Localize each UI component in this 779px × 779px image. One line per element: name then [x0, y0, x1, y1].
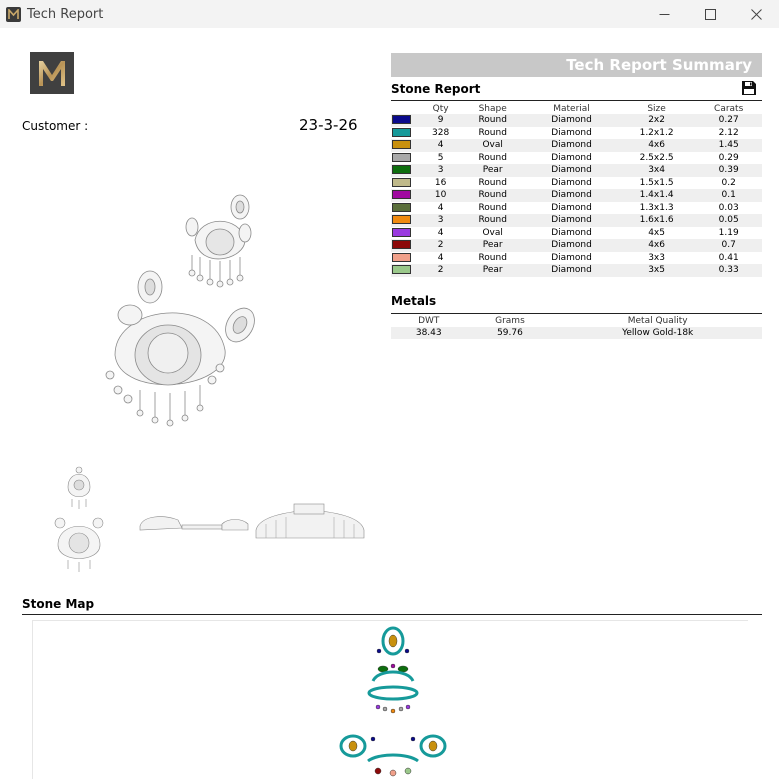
stone-shape: Round — [460, 214, 525, 227]
stone-table-header — [391, 103, 762, 114]
side-view-thumbnail[interactable] — [138, 508, 250, 532]
stone-color-swatch — [392, 128, 411, 137]
stone-color-cell — [391, 214, 421, 227]
stone-size: 4x6 — [618, 239, 695, 252]
stone-color-cell — [391, 127, 421, 140]
table-row — [391, 227, 762, 240]
stone-color-cell — [391, 177, 421, 190]
stone-material: Diamond — [525, 189, 618, 202]
stone-material: Diamond — [551, 177, 592, 188]
column-header: Qty — [432, 103, 449, 114]
stone-qty: 10 — [421, 189, 460, 202]
stone-carats: 0.1 — [695, 189, 762, 202]
stone-report-title: Stone Report — [391, 82, 481, 96]
stone-color-swatch — [392, 178, 411, 187]
window-title: Tech Report — [27, 6, 104, 22]
stone-qty: 3 — [421, 164, 460, 177]
stone-material: Diamond — [525, 264, 618, 277]
stone-color-swatch — [392, 265, 411, 274]
stone-map-view[interactable] — [32, 620, 748, 779]
stone-size: 4x6 — [618, 139, 695, 152]
stone-carats: 0.03 — [718, 202, 739, 213]
stone-color-cell — [391, 189, 421, 202]
stone-color-cell — [391, 227, 421, 240]
column-header: Size — [647, 103, 666, 114]
stone-size: 1.6x1.6 — [618, 214, 695, 227]
color-column-header — [391, 103, 421, 114]
stone-color-swatch — [392, 165, 411, 174]
stone-carats: 0.7 — [695, 239, 762, 252]
jewelry-render — [100, 185, 265, 430]
stone-carats: 0.27 — [695, 114, 762, 127]
stone-map-divider — [22, 614, 762, 615]
stone-size: 1.3x1.3 — [639, 202, 674, 213]
stone-qty: 4 — [437, 227, 444, 238]
stone-size: 1.2x1.2 — [639, 127, 674, 138]
front-view-thumbnail[interactable] — [50, 465, 106, 575]
table-row — [391, 177, 762, 190]
column-header: Grams — [495, 316, 525, 326]
stone-qty: 9 — [421, 114, 460, 127]
stone-shape: Round — [478, 152, 507, 163]
stone-qty: 5 — [437, 152, 444, 163]
table-row — [391, 327, 762, 339]
column-header: Carats — [714, 103, 744, 114]
stone-qty: 16 — [434, 177, 447, 188]
stone-qty: 4 — [437, 202, 444, 213]
stone-shape: Oval — [460, 139, 525, 152]
stone-color-swatch — [392, 253, 411, 262]
table-row — [391, 239, 762, 252]
stone-color-swatch — [392, 190, 411, 199]
column-header: Metal Quality — [627, 316, 688, 326]
stone-color-swatch — [392, 240, 411, 249]
stone-color-swatch — [392, 215, 411, 224]
stone-color-swatch — [392, 115, 411, 124]
stone-carats: 0.33 — [695, 264, 762, 277]
minimize-button[interactable] — [641, 0, 687, 28]
title-bar — [0, 0, 779, 28]
company-logo — [30, 52, 74, 94]
stone-carats: 0.39 — [695, 164, 762, 177]
stone-qty: 2 — [421, 239, 460, 252]
table-row — [391, 202, 762, 215]
stone-shape: Pear — [460, 164, 525, 177]
stone-qty: 328 — [432, 127, 450, 138]
stone-size: 2.5x2.5 — [639, 152, 674, 163]
stone-color-swatch — [392, 228, 411, 237]
column-header: DWT — [418, 316, 440, 326]
stone-carats: 0.05 — [695, 214, 762, 227]
window-controls — [641, 0, 779, 28]
stone-color-cell — [391, 239, 421, 252]
top-view-thumbnail[interactable] — [254, 502, 366, 542]
stone-shape: Round — [460, 114, 525, 127]
metal-dwt: 38.43 — [391, 327, 467, 339]
save-icon[interactable] — [741, 80, 757, 96]
close-button[interactable] — [733, 0, 779, 28]
stone-shape: Round — [478, 202, 507, 213]
stone-shape: Oval — [482, 227, 503, 238]
stone-material: Diamond — [551, 227, 592, 238]
stone-qty: 4 — [421, 139, 460, 152]
stone-carats: 0.29 — [718, 152, 739, 163]
customer-label: Customer : — [22, 119, 89, 133]
stone-material: Diamond — [551, 152, 592, 163]
table-row — [391, 114, 762, 127]
column-header: Shape — [478, 103, 507, 114]
stone-color-cell — [391, 202, 421, 215]
stone-color-cell — [391, 114, 421, 127]
stone-shape: Pear — [460, 239, 525, 252]
stone-shape: Round — [478, 127, 507, 138]
stone-material: Diamond — [525, 164, 618, 177]
metal-quality: Yellow Gold-18k — [553, 327, 762, 339]
stone-material: Diamond — [525, 239, 618, 252]
stone-shape: Round — [460, 189, 525, 202]
stone-size: 1.5x1.5 — [639, 177, 674, 188]
stone-color-cell — [391, 252, 421, 265]
stone-color-swatch — [392, 153, 411, 162]
table-row — [391, 127, 762, 140]
column-header: Material — [553, 103, 590, 114]
stone-color-cell — [391, 139, 421, 152]
stone-size: 3x5 — [618, 264, 695, 277]
report-date: 23-3-26 — [299, 116, 358, 134]
stone-qty: 4 — [437, 252, 444, 263]
stone-size: 4x5 — [648, 227, 665, 238]
close-icon — [751, 9, 762, 20]
stone-qty: 2 — [421, 264, 460, 277]
metals-table — [391, 315, 762, 339]
maximize-icon — [705, 9, 716, 20]
stone-size: 2x2 — [618, 114, 695, 127]
metals-divider — [391, 313, 762, 314]
stone-size: 3x4 — [618, 164, 695, 177]
stone-carats: 1.19 — [718, 227, 739, 238]
stone-carats: 0.2 — [721, 177, 736, 188]
minimize-icon — [659, 9, 670, 20]
stone-carats: 0.41 — [718, 252, 739, 263]
summary-title: Tech Report Summary — [566, 56, 752, 74]
stone-size: 1.4x1.4 — [618, 189, 695, 202]
table-row — [391, 214, 762, 227]
stone-carats: 2.12 — [718, 127, 739, 138]
stone-color-cell — [391, 264, 421, 277]
stone-material: Diamond — [525, 114, 618, 127]
stone-shape: Round — [478, 252, 507, 263]
stone-report-divider — [391, 100, 762, 101]
stone-size: 3x3 — [648, 252, 665, 263]
metals-title: Metals — [391, 294, 437, 308]
metals-table-header — [391, 315, 762, 327]
table-row — [391, 189, 762, 202]
summary-header — [391, 53, 762, 77]
table-row — [391, 152, 762, 165]
stone-map-diagram — [33, 621, 749, 779]
metal-grams: 59.76 — [467, 327, 554, 339]
stone-report-table — [391, 103, 762, 277]
m-logo-icon — [6, 7, 21, 22]
stone-material: Diamond — [551, 127, 592, 138]
table-row — [391, 252, 762, 265]
stone-color-swatch — [392, 203, 411, 212]
stone-material: Diamond — [525, 214, 618, 227]
stone-material: Diamond — [551, 252, 592, 263]
stone-qty: 3 — [421, 214, 460, 227]
table-row — [391, 164, 762, 177]
stone-color-cell — [391, 152, 421, 165]
table-row — [391, 139, 762, 152]
stone-color-cell — [391, 164, 421, 177]
stone-shape: Round — [478, 177, 507, 188]
stone-material: Diamond — [525, 139, 618, 152]
stone-shape: Pear — [460, 264, 525, 277]
table-row — [391, 264, 762, 277]
stone-material: Diamond — [551, 202, 592, 213]
stone-color-swatch — [392, 140, 411, 149]
maximize-button[interactable] — [687, 0, 733, 28]
stone-carats: 1.45 — [695, 139, 762, 152]
stone-map-title: Stone Map — [22, 597, 95, 611]
